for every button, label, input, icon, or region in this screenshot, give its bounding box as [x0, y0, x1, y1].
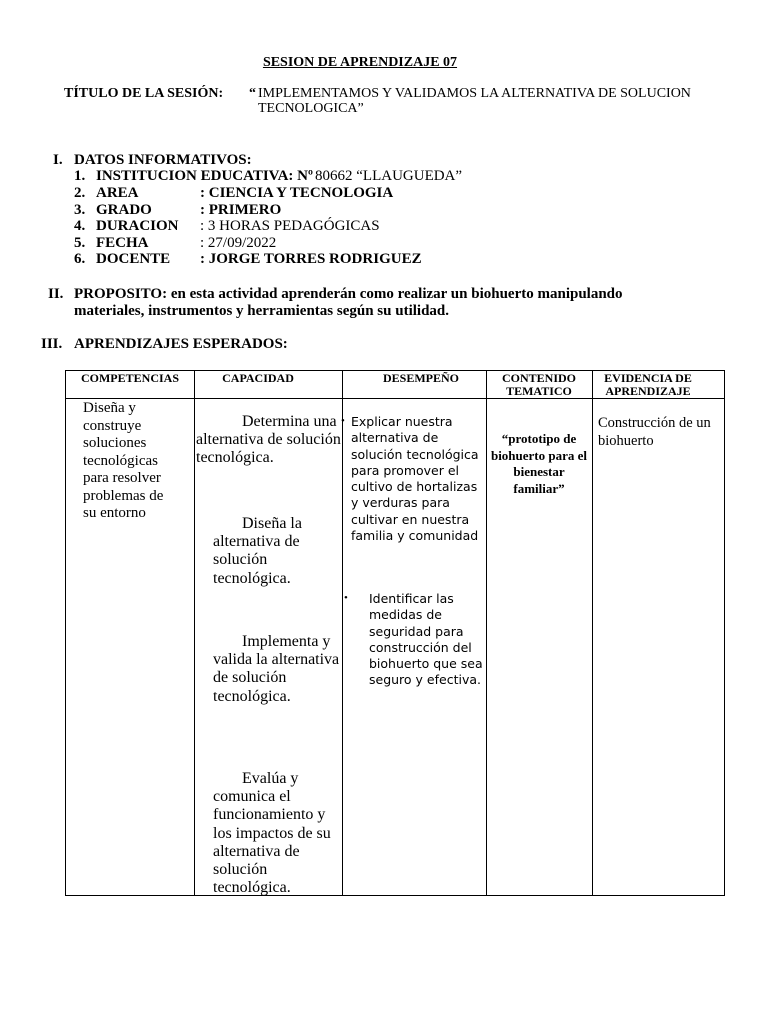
info-value: : 27/09/2022 [200, 235, 277, 251]
table-column-divider [342, 371, 343, 895]
info-number: 5. [74, 235, 86, 251]
capacidad-2: Diseña la alternativa de solución tecnológica. [213, 515, 302, 587]
desempeno-bullet: • [344, 592, 348, 604]
header-contenido-line-1: CONTENIDO [501, 371, 576, 385]
proposito-text-1: en esta actividad aprenderán como realizar un biohuerto manipulando [170, 286, 623, 302]
info-label: DOCENTE [96, 251, 171, 267]
header-contenido-line-2: TEMATICO [506, 384, 572, 398]
info-number: 4. [74, 218, 86, 234]
competencia-text: Diseña y construye soluciones tecnológicas para resolver problemas de su entorno [83, 400, 164, 521]
document-title: SESION DE APRENDIZAJE 07 [262, 55, 458, 70]
desempeno-1: Explicar nuestra alternativa de solución tecnológica para promover el cultivo de hortalizas y verduras para cultivar en nuestra familia y comunidad [351, 414, 479, 544]
info-value: : PRIMERO [200, 202, 282, 218]
info-row-institucion [74, 168, 674, 186]
section-1-numeral: I. [53, 152, 63, 168]
desempeno-2: Identificar las medidas de seguridad para construcción del biohuerto que sea seguro y efectiva. [369, 591, 483, 688]
info-number: 1. [74, 168, 86, 184]
info-number: 6. [74, 251, 86, 267]
table-column-divider [592, 371, 593, 895]
info-value: : 3 HORAS PEDAGÓGICAS [200, 218, 380, 234]
header-capacidad: CAPACIDAD [222, 371, 294, 385]
session-title-label: TÍTULO DE LA SESIÓN: [64, 86, 224, 101]
section-2-numeral: II. [48, 286, 64, 302]
aprendizajes-table [65, 370, 725, 896]
info-label: INSTITUCION EDUCATIVA: Nº [96, 168, 313, 184]
header-desempeno: DESEMPEÑO [382, 371, 459, 385]
capacidad-3: Implementa y valida la alternativa de solución tecnológica. [213, 633, 340, 705]
section-3-title: APRENDIZAJES ESPERADOS: [74, 336, 288, 352]
contenido-tematico: “prototipo de biohuerto para el bienestar familiar” [490, 431, 588, 496]
proposito-label: PROPOSITO: [74, 286, 168, 302]
info-label: DURACION [96, 218, 179, 234]
info-number: 3. [74, 202, 86, 218]
info-value: : CIENCIA Y TECNOLOGIA [200, 185, 394, 201]
info-value: : JORGE TORRES RODRIGUEZ [200, 251, 422, 267]
table-column-divider [194, 371, 195, 895]
capacidad-1: Determina una alternativa de solución tecnológica. [196, 413, 341, 467]
info-row-duracion [74, 218, 674, 236]
evidencia-aprendizaje: Construcción de un biohuerto [598, 415, 711, 449]
header-evidencia-line-1: EVIDENCIA DE [604, 371, 692, 385]
section-3-numeral: III. [41, 336, 63, 352]
info-value: 80662 “LLAUGUEDA” [315, 168, 463, 184]
info-row-docente [74, 251, 674, 269]
proposito-text-2: materiales, instrumentos y herramientas según su utilidad. [74, 303, 449, 319]
session-title-line-2: TECNOLOGICA” [258, 101, 364, 116]
section-1-title: DATOS INFORMATIVOS: [74, 152, 252, 168]
section-2-line-1 [74, 286, 623, 303]
info-number: 2. [74, 185, 86, 201]
header-evidencia-line-2: APRENDIZAJE [605, 384, 691, 398]
info-label: AREA [96, 185, 139, 201]
info-label: FECHA [96, 235, 149, 251]
session-title-open-quote: “ [249, 86, 256, 101]
header-competencias: COMPETENCIAS [80, 371, 179, 385]
desempeno-bullet: • [341, 415, 345, 427]
capacidad-4: Evalúa y comunica el funcionamiento y los impactos de su alternativa de solución tecnológica. [213, 770, 331, 897]
session-title-line-1: IMPLEMENTAMOS Y VALIDAMOS LA ALTERNATIVA DE SOLUCION [258, 86, 691, 101]
table-header-divider [66, 398, 724, 399]
info-label: GRADO [96, 202, 152, 218]
info-row-area [74, 185, 674, 203]
